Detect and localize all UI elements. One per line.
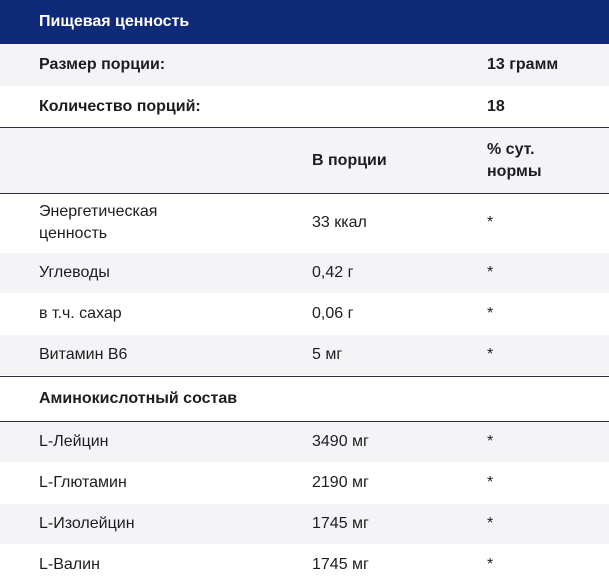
amino-section-row [0,376,609,422]
table-row [0,253,609,294]
table-row [0,294,609,335]
nutrient-daily: * [487,305,494,322]
amino-daily: * [487,556,494,573]
table-row [0,463,609,504]
table-row [0,335,609,376]
amino-name: L-Лейцин [39,433,109,450]
amino-name: L-Валин [39,556,100,573]
nutrient-daily: * [487,264,494,281]
amino-amount: 1745 мг [312,515,369,532]
nutrient-name: в т.ч. сахар [39,305,122,322]
amino-amount: 2190 мг [312,474,369,491]
nutrient-amount: 0,42 г [312,264,354,281]
serving-size-label: Размер порции: [39,56,166,73]
column-header-row [0,128,609,194]
nutrient-amount: 0,06 г [312,305,354,322]
amino-amount: 3490 мг [312,433,369,450]
serving-size-value: 13 грамм [487,56,559,73]
nutrient-name: Витамин B6 [39,346,128,363]
nutrient-daily: * [487,214,494,231]
table-row [0,545,609,586]
servings-count-label: Количество порций: [39,98,201,115]
table-title: Пищевая ценность [39,13,190,30]
amino-amount: 1745 мг [312,556,369,573]
table-row [0,422,609,463]
nutrient-amount: 5 мг [312,346,343,363]
amino-section-title: Аминокислотный состав [39,390,238,407]
amino-daily: * [487,474,494,491]
daily-value-header: % сут. нормы [487,140,542,180]
table-row [0,504,609,545]
servings-count-row [0,87,609,128]
amino-name: L-Изолейцин [39,515,135,532]
servings-count-value: 18 [487,98,505,115]
serving-size-row [0,44,609,87]
nutrient-name: Углеводы [39,264,110,281]
amino-daily: * [487,433,494,450]
table-header [0,0,609,44]
amino-name: L-Глютамин [39,474,127,491]
amino-daily: * [487,515,494,532]
table-row [0,194,609,253]
nutrient-name: Энергетическая ценность [39,203,158,242]
nutrient-amount: 33 ккал [312,214,367,231]
nutrient-daily: * [487,346,494,363]
per-serving-header: В порции [312,151,387,169]
